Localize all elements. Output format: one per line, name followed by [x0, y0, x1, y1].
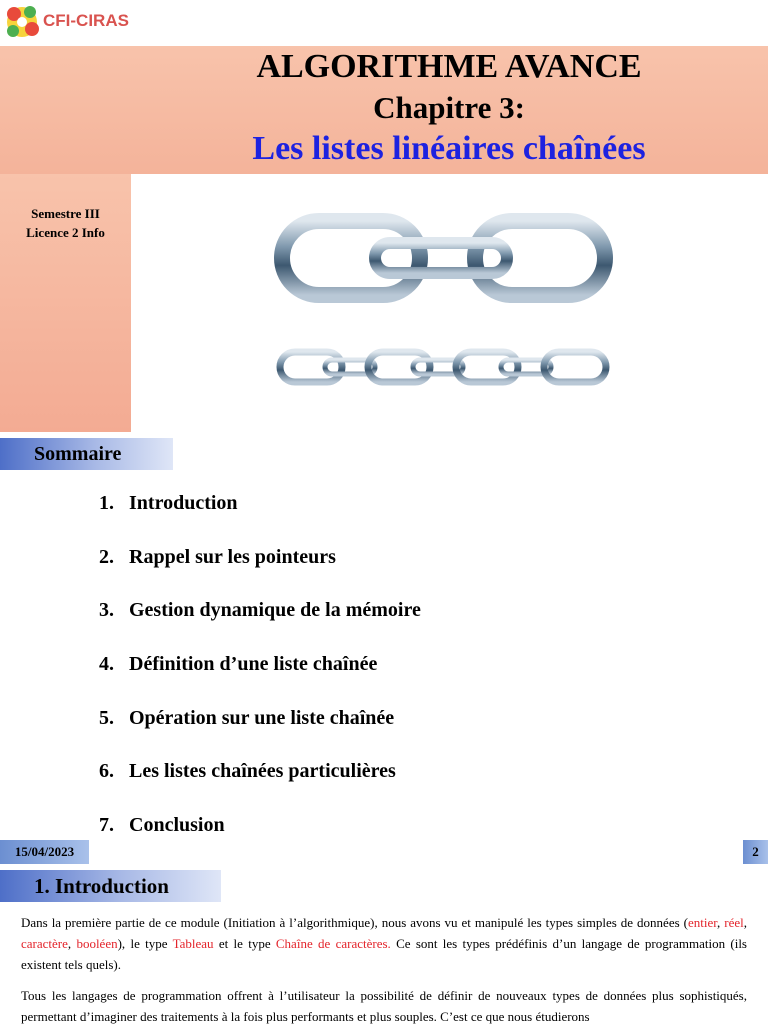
sommaire-heading — [0, 438, 173, 470]
toc-item — [99, 703, 421, 757]
toc-label: Les listes chaînées particulières — [129, 760, 396, 783]
toc-item — [99, 488, 421, 542]
toc-number: 5. — [99, 706, 114, 729]
table-of-contents — [99, 488, 421, 864]
text-run: Ce sont les types prédéfinis d’un langage de programmation (ils existent tels quels). — [21, 936, 747, 972]
logo-text: CFI-CIRAS — [43, 11, 129, 30]
type-entier: entier — [687, 915, 718, 930]
toc-label: Définition d’une liste chaînée — [129, 653, 378, 676]
introduction-label: 1. Introduction — [34, 874, 169, 898]
toc-item — [99, 595, 421, 649]
licence-label: Licence 2 Info — [26, 225, 105, 240]
toc-item — [99, 810, 421, 864]
text-run: ), le type — [117, 936, 173, 951]
toc-number: 1. — [99, 492, 114, 514]
big-chain-icon — [282, 221, 605, 295]
intro-paragraph-1 — [21, 912, 747, 975]
text-run: , — [743, 915, 748, 930]
chain-illustration — [270, 205, 620, 405]
text-run: Dans la première partie de ce module (Initiation à l’algorithmique), nous avons vu et manipulé les types simples de données ( — [21, 915, 688, 930]
type-reel: réel — [724, 915, 744, 930]
toc-label: Opération sur une liste chaînée — [129, 706, 395, 729]
toc-item — [99, 649, 421, 703]
intro-paragraph-2: Tous les langages de programmation offrent à l’utilisateur la possibilité de définir de nouveaux types de données plus sophistiqués, permettant d’imaginer des traitements à la fois plus performants et plus souples. C’est ce que nous étudierons — [21, 988, 747, 1024]
text-run: , — [67, 936, 77, 951]
type-booleen: booléen — [76, 936, 118, 951]
logo-emblem-icon — [7, 6, 39, 37]
page-number: 2 — [743, 840, 768, 864]
type-chaine: Chaîne de caractères. — [275, 936, 391, 951]
toc-label: Rappel sur les pointeurs — [129, 545, 336, 568]
course-title: ALGORITHME AVANCE — [256, 48, 642, 85]
course-level — [0, 204, 131, 242]
chapter-title: Les listes linéaires chaînées — [252, 130, 646, 167]
toc-number: 6. — [99, 760, 114, 783]
toc-number: 7. — [99, 814, 114, 837]
small-chain-icon — [280, 352, 606, 382]
toc-number: 3. — [99, 599, 114, 622]
toc-label: Introduction — [129, 492, 238, 514]
toc-number: 2. — [99, 545, 114, 568]
introduction-heading — [0, 870, 221, 902]
toc-item — [99, 542, 421, 596]
type-tableau: Tableau — [172, 936, 214, 951]
toc-item — [99, 756, 421, 810]
date-label: 15/04/2023 — [0, 840, 89, 864]
chapter-number: Chapitre 3: — [373, 90, 525, 125]
toc-label: Gestion dynamique de la mémoire — [129, 599, 421, 622]
toc-number: 4. — [99, 653, 114, 676]
type-caractere: caractère — [21, 936, 68, 951]
sommaire-label: Sommaire — [34, 443, 122, 465]
toc-label: Conclusion — [129, 814, 225, 837]
semester-label: Semestre III — [31, 206, 100, 221]
text-run: et le type — [213, 936, 276, 951]
text-run: , — [717, 915, 725, 930]
